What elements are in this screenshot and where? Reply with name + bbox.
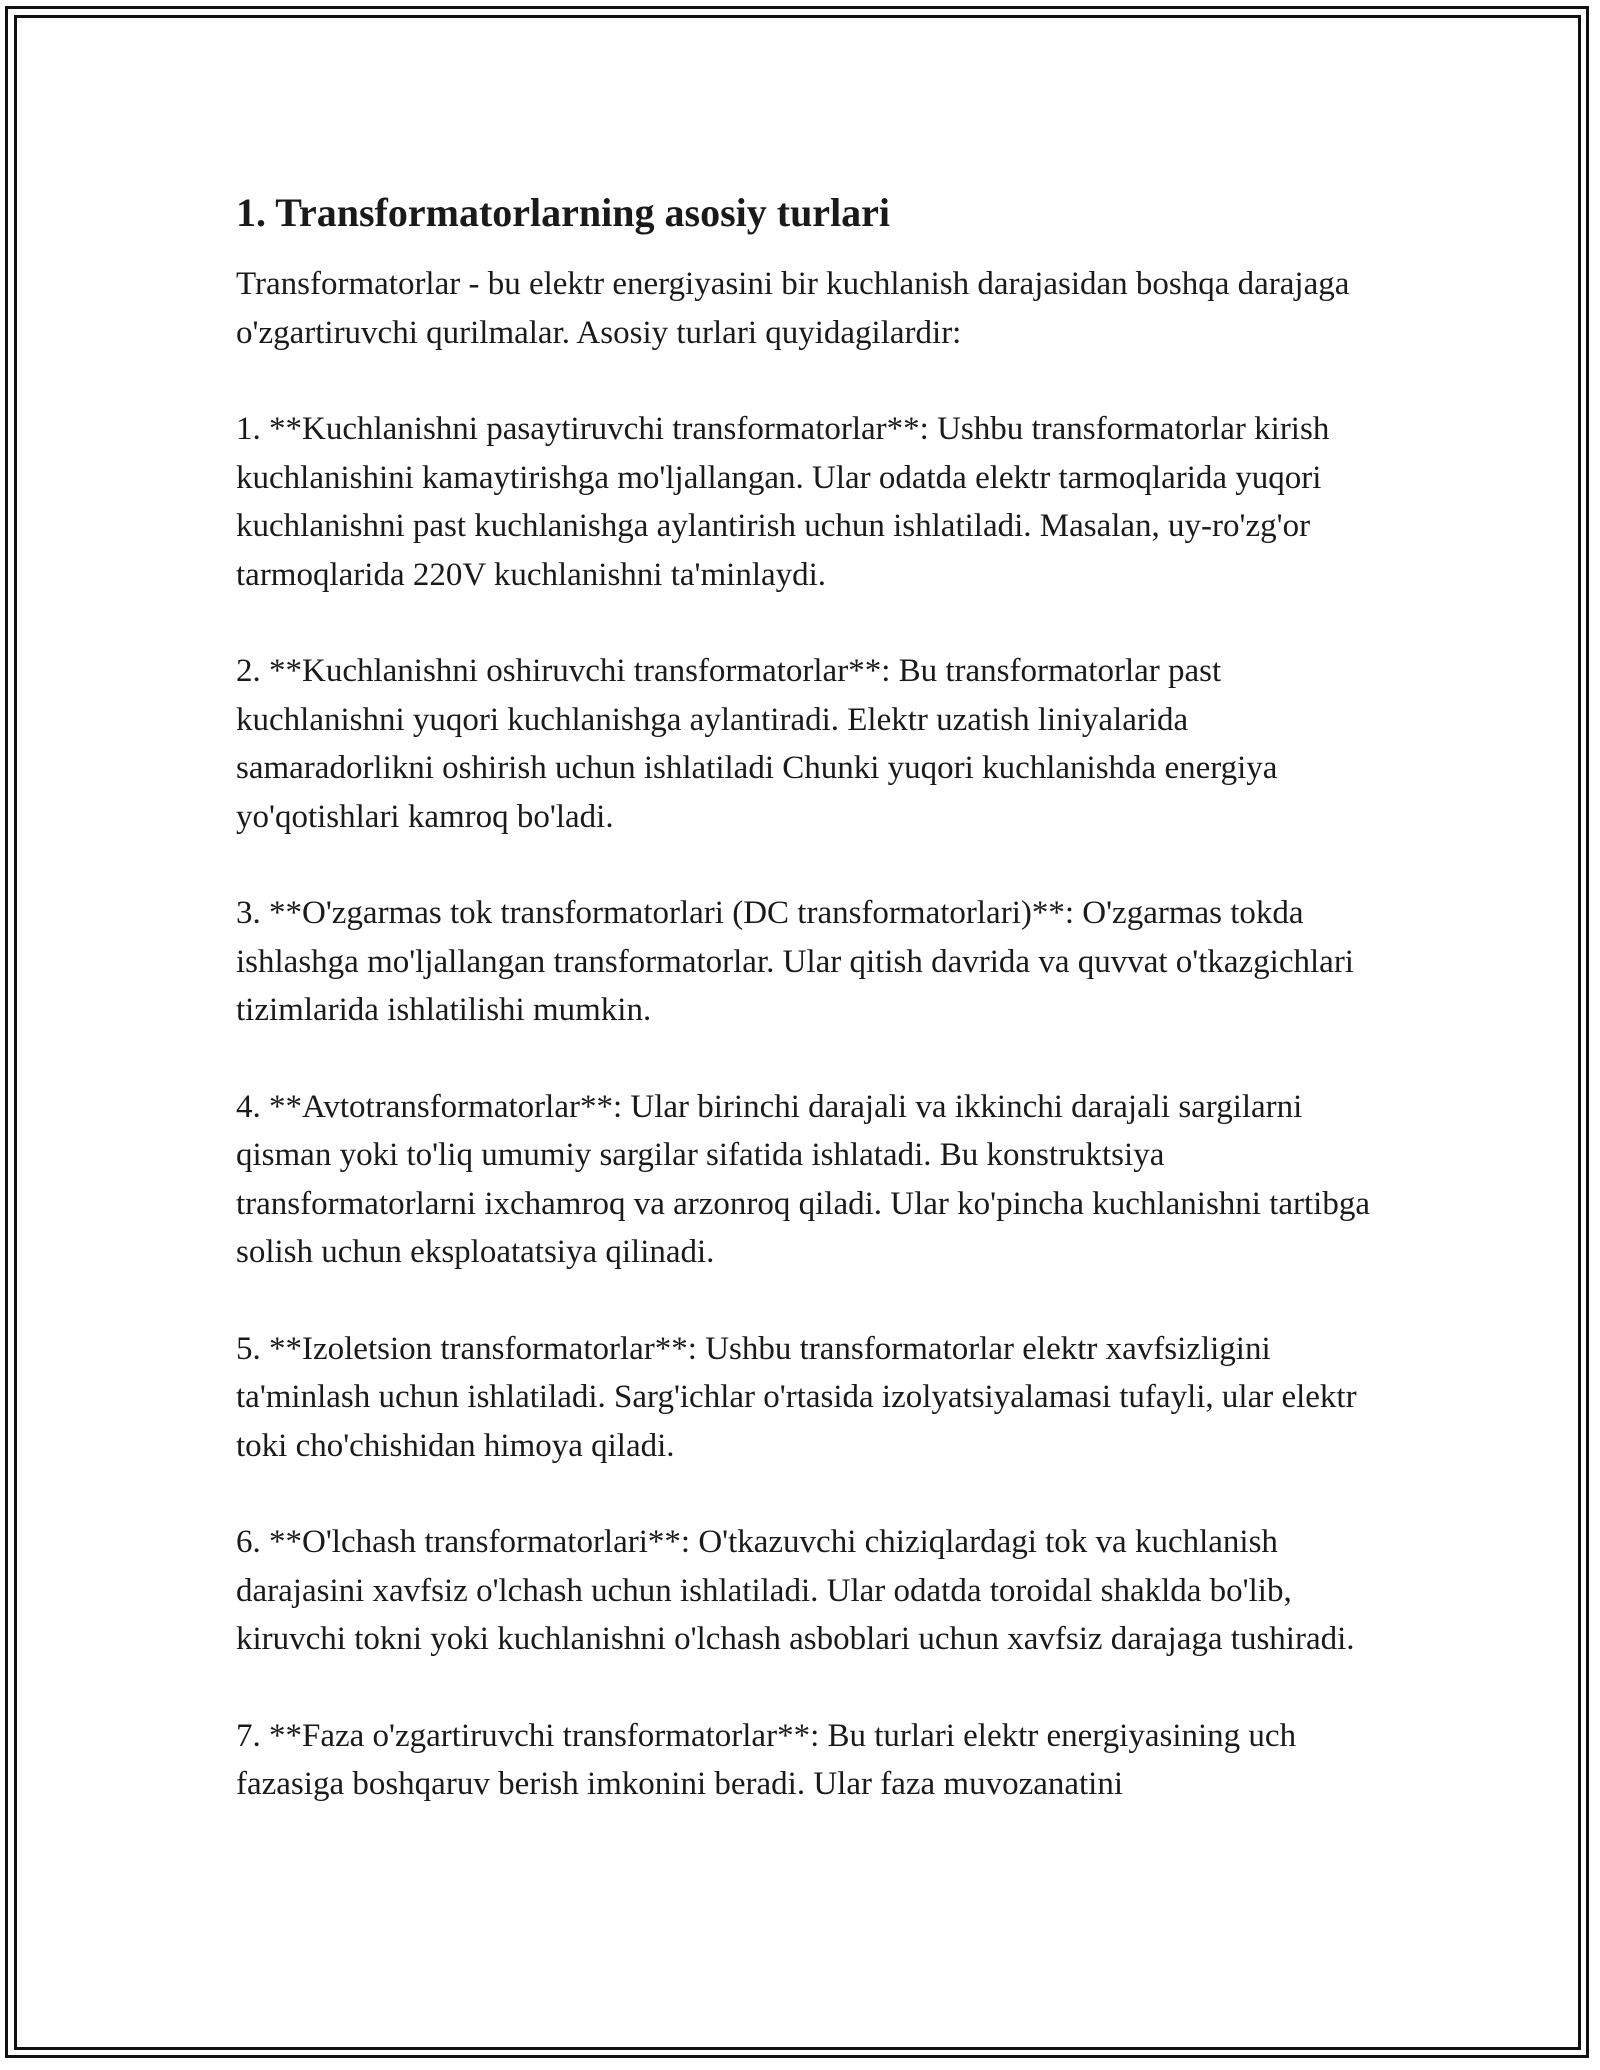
list-item-isolation: 5. **Izoletsion transformatorlar**: Ushbu transformatorlar elektr xavfsizligini ta'minlash uchun ishlatiladi. Sarg'ichlar o'rtasida izolyatsiyalamasi tufayli, ular elektr toki cho'chishidan himoya qiladi. bbox=[236, 1330, 1357, 1464]
list-item-phase-shifting: 7. **Faza o'zgartiruvchi transformatorlar**: Bu turlari elektr energiyasining uch fazasiga boshqaruv berish imkonini beradi. Ular faza muvozanatini bbox=[236, 1717, 1297, 1802]
document-body bbox=[236, 186, 1386, 1857]
intro-paragraph: Transformatorlar - bu elektr energiyasini bir kuchlanish darajasidan boshqa darajaga o'zgartiruvchi qurilmalar. Asosiy turlari quyidagilardir: bbox=[236, 266, 1350, 351]
list-item-auto: 4. **Avtotransformatorlar**: Ular birinchi darajali va ikkinchi darajali sargilarni qisman yoki to'liq umumiy sargilar sifatida ishlatadi. Bu konstruktsiya transformatorlarni ixchamroq va arzonroq qiladi. Ular ko'pincha kuchlanishni tartibga solish uchun eksploatatsiya qilinadi. bbox=[236, 1088, 1370, 1270]
list-item-step-down: 1. **Kuchlanishni pasaytiruvchi transformatorlar**: Ushbu transformatorlar kirish kuchlanishini kamaytirishga mo'ljallangan. Ular odatda elektr tarmoqlarida yuqori kuchlanishni past kuchlanishga aylantirish uchun ishlatiladi. Masalan, uy-ro'zg'or tarmoqlarida 220V kuchlanishni ta'minlaydi. bbox=[236, 411, 1330, 593]
list-item-measuring: 6. **O'lchash transformatorlari**: O'tkazuvchi chiziqlardagi tok va kuchlanish darajasini xavfsiz o'lchash uchun ishlatiladi. Ular odatda toroidal shaklda bo'lib, kiruvchi tokni yoki kuchlanishni o'lchash asboblari uchun xavfsiz darajaga tushiradi. bbox=[236, 1524, 1355, 1657]
page-title: 1. Transformatorlarning asosiy turlari bbox=[236, 190, 891, 235]
list-item-dc: 3. **O'zgarmas tok transformatorlari (DC transformatorlari)**: O'zgarmas tokda ishlashga mo'ljallangan transformatorlar. Ular qitish davrida va quvvat o'tkazgichlari tizimlarida ishlatilishi mumkin. bbox=[236, 895, 1354, 1028]
list-item-step-up: 2. **Kuchlanishni oshiruvchi transformatorlar**: Bu transformatorlar past kuchlanishni yuqori kuchlanishga aylantiradi. Elektr uzatish liniyalarida samaradorlikni oshirish uchun ishlatiladi Chunki yuqori kuchlanishda energiya yo'qotishlari kamroq bo'ladi. bbox=[236, 653, 1278, 835]
